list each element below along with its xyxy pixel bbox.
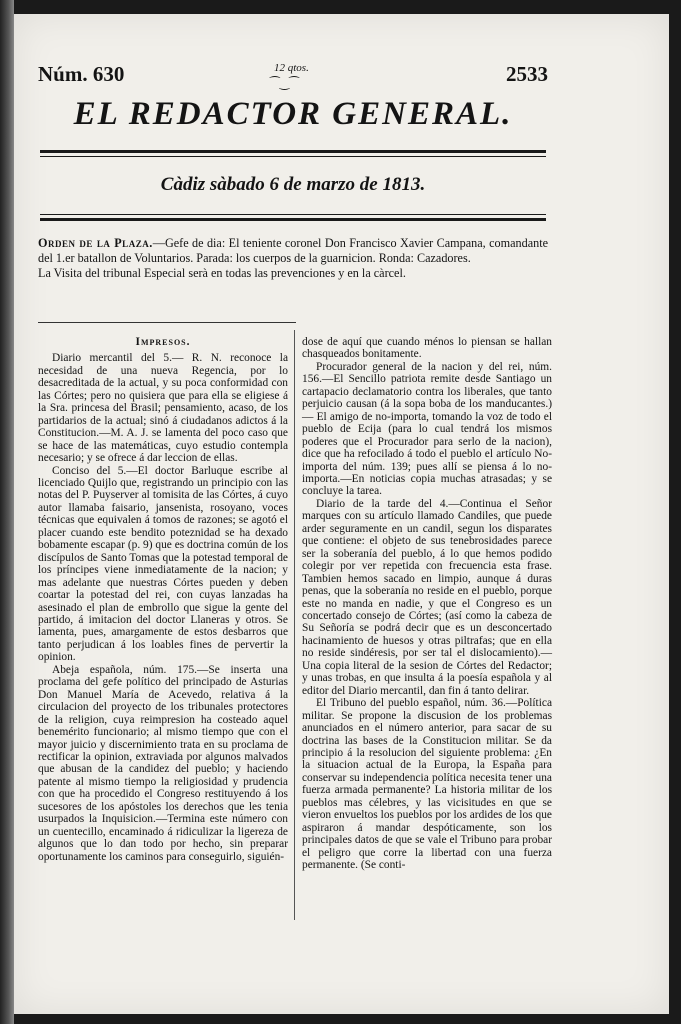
notice-text-1: —Gefe de dia: El teniente coronel Don Francisco Xavier Campana, comandante del 1.er batallon de Voluntarios. Parada: los cuerpos de la guarnicion. Ronda: Cazadores. [38, 236, 549, 265]
title-rule-thick [40, 150, 546, 153]
issue-price: 12 qtos. [274, 62, 309, 74]
masthead-top-line [38, 62, 548, 92]
column-divider [294, 330, 295, 920]
date-rule-thick [40, 218, 546, 221]
newspaper-title: EL REDACTOR GENERAL. [73, 96, 513, 132]
flourish-ornament: ⁀‿⁀ [270, 76, 299, 90]
section-header-impresos: Impresos. [135, 336, 191, 348]
review-procurador-general: Procurador general de la nacion y del rei, núm. 156.—El Sencillo patriota remite desde Santiago un cartapacio declamatorio contra los liberales, que tanto perjuicio causan (á la sopa boba de los manducantes.)— El amigo de no-importa, tomando la voz de todo el pueblo de Ecija (para lo cual tendrá los mismos poderes que el Procurador para serlo de la nacion), dice que ha refocilado á todo el pueblo el artículo No-importa del núm. 139; pues allí se piensa á lo no-importa.—En noticias copia muchas atrasadas; y se concluye la tarea. [302, 360, 552, 498]
continuation-text: dose de aquí que cuando ménos lo piensan se hallan chasqueados bonitamente. [302, 336, 552, 361]
section-rule [38, 322, 296, 323]
orden-de-la-plaza [38, 236, 548, 281]
date-rule-thin [40, 214, 546, 215]
title-rule-thin [40, 156, 546, 157]
review-conciso: Conciso del 5.—El doctor Barluque escribe al licenciado Quijlo que, registrando un principio con las notas del P. Puyserver al tomisita de las Córtes, á cuyo autor llamaba faisario, jansenista, rosoyano, voces técnicas que equivalen á tomos de razones; se agotó el placer cuando este bendito poteznidad se ha dexado bobamente escapar (p. 9) que es doctrina común de los discípulos de Santo Tomas que la potestad temporal de los príncipes viene inmediatamente de la nacion; y mas adelante que nuestras Córtes pueden y deben coartar la potestad del rei, con cuyas lanzadas ha asesinado el plan de embrollo que sigue la gente del partido, á imitacion del doctor Llaneras y otros. Se lamenta, pues, amargamente de estos desbarros que tanto perjudican á los loables fines de pervertir la opinion. [38, 464, 288, 664]
book-spine-shadow [0, 0, 14, 1024]
right-column [302, 336, 552, 871]
issue-number: Núm. 630 [38, 62, 125, 86]
left-column [38, 336, 288, 863]
review-diario-de-la-tarde: Diario de la tarde del 4.—Continua el Señor marques con su artículo llamado Candiles, que puede arder seguramente en un candil, segun los disparates que contiene: el objeto de sus tenebrosidades parece ser la soberanía del pueblo, á lo que hemos podido colegir por ver repetida con frecuencia esta frase. Tambien hemos sacado en limpio, aunque á duras penas, que la soberanía no reside en el pueblo, porque este no manda en nadie, y que el Congreso es un concertado consejo de Córtes; (así como la cabeza de Su Señoría se podrá decir que es un desconcertado hacinamiento de huesos y otras piltrafas; que en ella no reside sindéresis, por ser tal el dislocamiento).—Una copia literal de la sesion de Córtes del Redactor; y unas trobas, en que insulta á la poesía española y al editor del Diario mercantil, dan fin á tanto delirar. [302, 497, 552, 697]
review-tribuno-del-pueblo: El Tribuno del pueblo español, núm. 36.—Política militar. Se propone la discusion de los problemas anunciados en el número anterior, para sacar de su doctrina las bases de la Constitucion militar. Se da principio á la resolucion del siguiente problema: ¿En la situacion actual de la Europa, la España para conservar su independencia política necesita tener una fuerza armada permanente? La historia militar de los pueblos mas célebres, y las vicisitudes en que se vieron envueltos los pueblos por los ardides de los que aspiraron á mandar despóticamente, son los principales datos de que se vale el Tribuno para probar el peligro que corre la libertad con una fuerza permanente. (Se conti- [302, 697, 552, 872]
review-diario-mercantil: Diario mercantil del 5.— R. N. reconoce la necesidad de una nueva Regencia, por lo desacreditada de la actual, y su poca conformidad con las Córtes; pero no quisiera que para ella se eligiese á la Sra. princesa del Brasil; pensamiento, acaso, de los partidarios de la actual; sinó á ciudadanos adictos á la Constitucion.—M. A. J. se lamenta del poco caso que se hace de las matemáticas, cuyo estudio contempla necesario; y se ofrece á dar leccion de ellas. [38, 352, 288, 465]
notice-label: Orden de la Plaza. [38, 236, 153, 250]
page-number: 2533 [506, 62, 548, 86]
review-abeja-espanola: Abeja española, núm. 175.—Se inserta una proclama del gefe político del principado de Asturias Don Manuel María de Acevedo, relativa á la circulacion del proyecto de los tribunales protectores de la religion, cuya reimpresion ha costeado aquel benemérito funcionario; al mismo tiempo que con el mayor juicio y discernimiento trata en su proclama de rectificar la opinion, extraviada por algunos malvados que abusan de la candidez del pueblo; y haciendo patente al mismo tiempo la religiosidad y prudencia con que ha procedido el Congreso restituyendo á los sucesores de los apóstoles los derechos que les tenia usurpados la Inquisicion.—Termina este número con un cuentecillo, encaminado á ridiculizar la ligereza de algunos que lo dan todo por hecho, sin preparar oportunamente los caminos para conseguirlo, siguién- [38, 663, 288, 863]
notice-text-2: La Visita del tribunal Especial serà en todas las prevenciones y en la càrcel. [38, 266, 406, 280]
dateline: Càdiz sàbado 6 de marzo de 1813. [160, 174, 426, 195]
